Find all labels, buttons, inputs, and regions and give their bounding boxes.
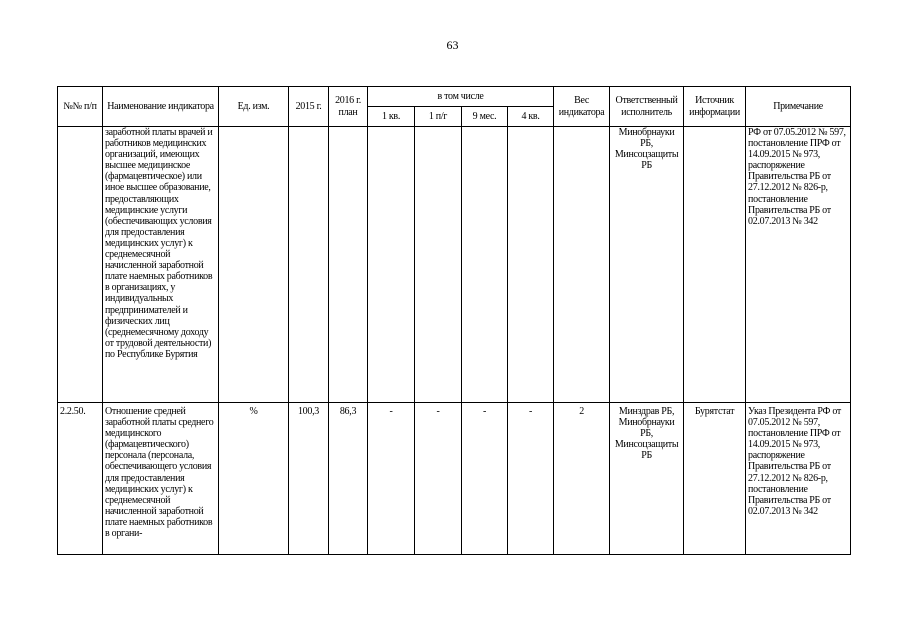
cell-responsible: Минобрнауки РБ, Минсоцзащиты РБ <box>610 127 684 403</box>
header-responsible: Ответственный исполнитель <box>610 87 684 127</box>
cell-9m <box>462 127 508 403</box>
cell-source <box>684 127 746 403</box>
cell-name: заработной платы врачей и работников медицинских организаций, имеющих высшее медицинское (фармацевтическое) или иное высшее образование, предоставляющих медицинские услуги (обеспечивающих условия для предоставления медицинских услуг) к среднемесячной начисленной заработной плате наемных работников в организациях, у индивидуальных предпринимателей и физических лиц (среднемесячному доходу от трудовой деятельности) по Республике Бурятия <box>103 127 219 403</box>
cell-q1: - <box>368 403 415 555</box>
cell-note: Указ Президента РФ от 07.05.2012 № 597, постановление ПРФ от 14.09.2015 № 973, распоряжение Правительства РБ от 27.12.2012 № 826-р, постановление Правительства РБ от 02.07.2013 № 342 <box>746 403 851 555</box>
cell-unit <box>219 127 289 403</box>
header-num: №№ п/п <box>58 87 103 127</box>
cell-q4: - <box>508 403 554 555</box>
cell-responsible: Минздрав РБ, Минобрнауки РБ, Минсоцзащиты РБ <box>610 403 684 555</box>
cell-source: Бурятстат <box>684 403 746 555</box>
page-number: 63 <box>446 38 459 52</box>
cell-2015: 100,3 <box>289 403 329 555</box>
cell-weight <box>554 127 610 403</box>
header-h1: 1 п/г <box>415 107 462 127</box>
header-q4: 4 кв. <box>508 107 554 127</box>
cell-2015 <box>289 127 329 403</box>
header-including: в том числе <box>368 87 554 107</box>
header-name: Наименование индикатора <box>103 87 219 127</box>
cell-2016 <box>329 127 368 403</box>
cell-weight: 2 <box>554 403 610 555</box>
header-9m: 9 мес. <box>462 107 508 127</box>
cell-2016: 86,3 <box>329 403 368 555</box>
cell-h1 <box>415 127 462 403</box>
table-row <box>58 127 851 403</box>
cell-q1 <box>368 127 415 403</box>
cell-q4 <box>508 127 554 403</box>
cell-note: РФ от 07.05.2012 № 597, постановление ПРФ от 14.09.2015 № 973, распоряжение Правительства РБ от 27.12.2012 № 826-р, постановление Правительства РБ от 02.07.2013 № 342 <box>746 127 851 403</box>
cell-num <box>58 127 103 403</box>
header-source: Источник информации <box>684 87 746 127</box>
cell-h1: - <box>415 403 462 555</box>
cell-name: Отношение средней заработной платы среднего медицинского (фармацевтического) персонала (персонала, обеспечивающего условия для предоставления медицинских услуг) к среднемесячной начисленной заработной плате наемных работников в органи- <box>103 403 219 555</box>
cell-num: 2.2.50. <box>58 403 103 555</box>
table-row <box>58 403 851 555</box>
cell-unit: % <box>219 403 289 555</box>
header-note: Примечание <box>746 87 851 127</box>
header-weight: Вес индикатора <box>554 87 610 127</box>
cell-9m: - <box>462 403 508 555</box>
indicator-table <box>57 86 851 555</box>
header-2016: 2016 г. план <box>329 87 368 127</box>
header-q1: 1 кв. <box>368 107 415 127</box>
header-unit: Ед. изм. <box>219 87 289 127</box>
header-2015: 2015 г. <box>289 87 329 127</box>
